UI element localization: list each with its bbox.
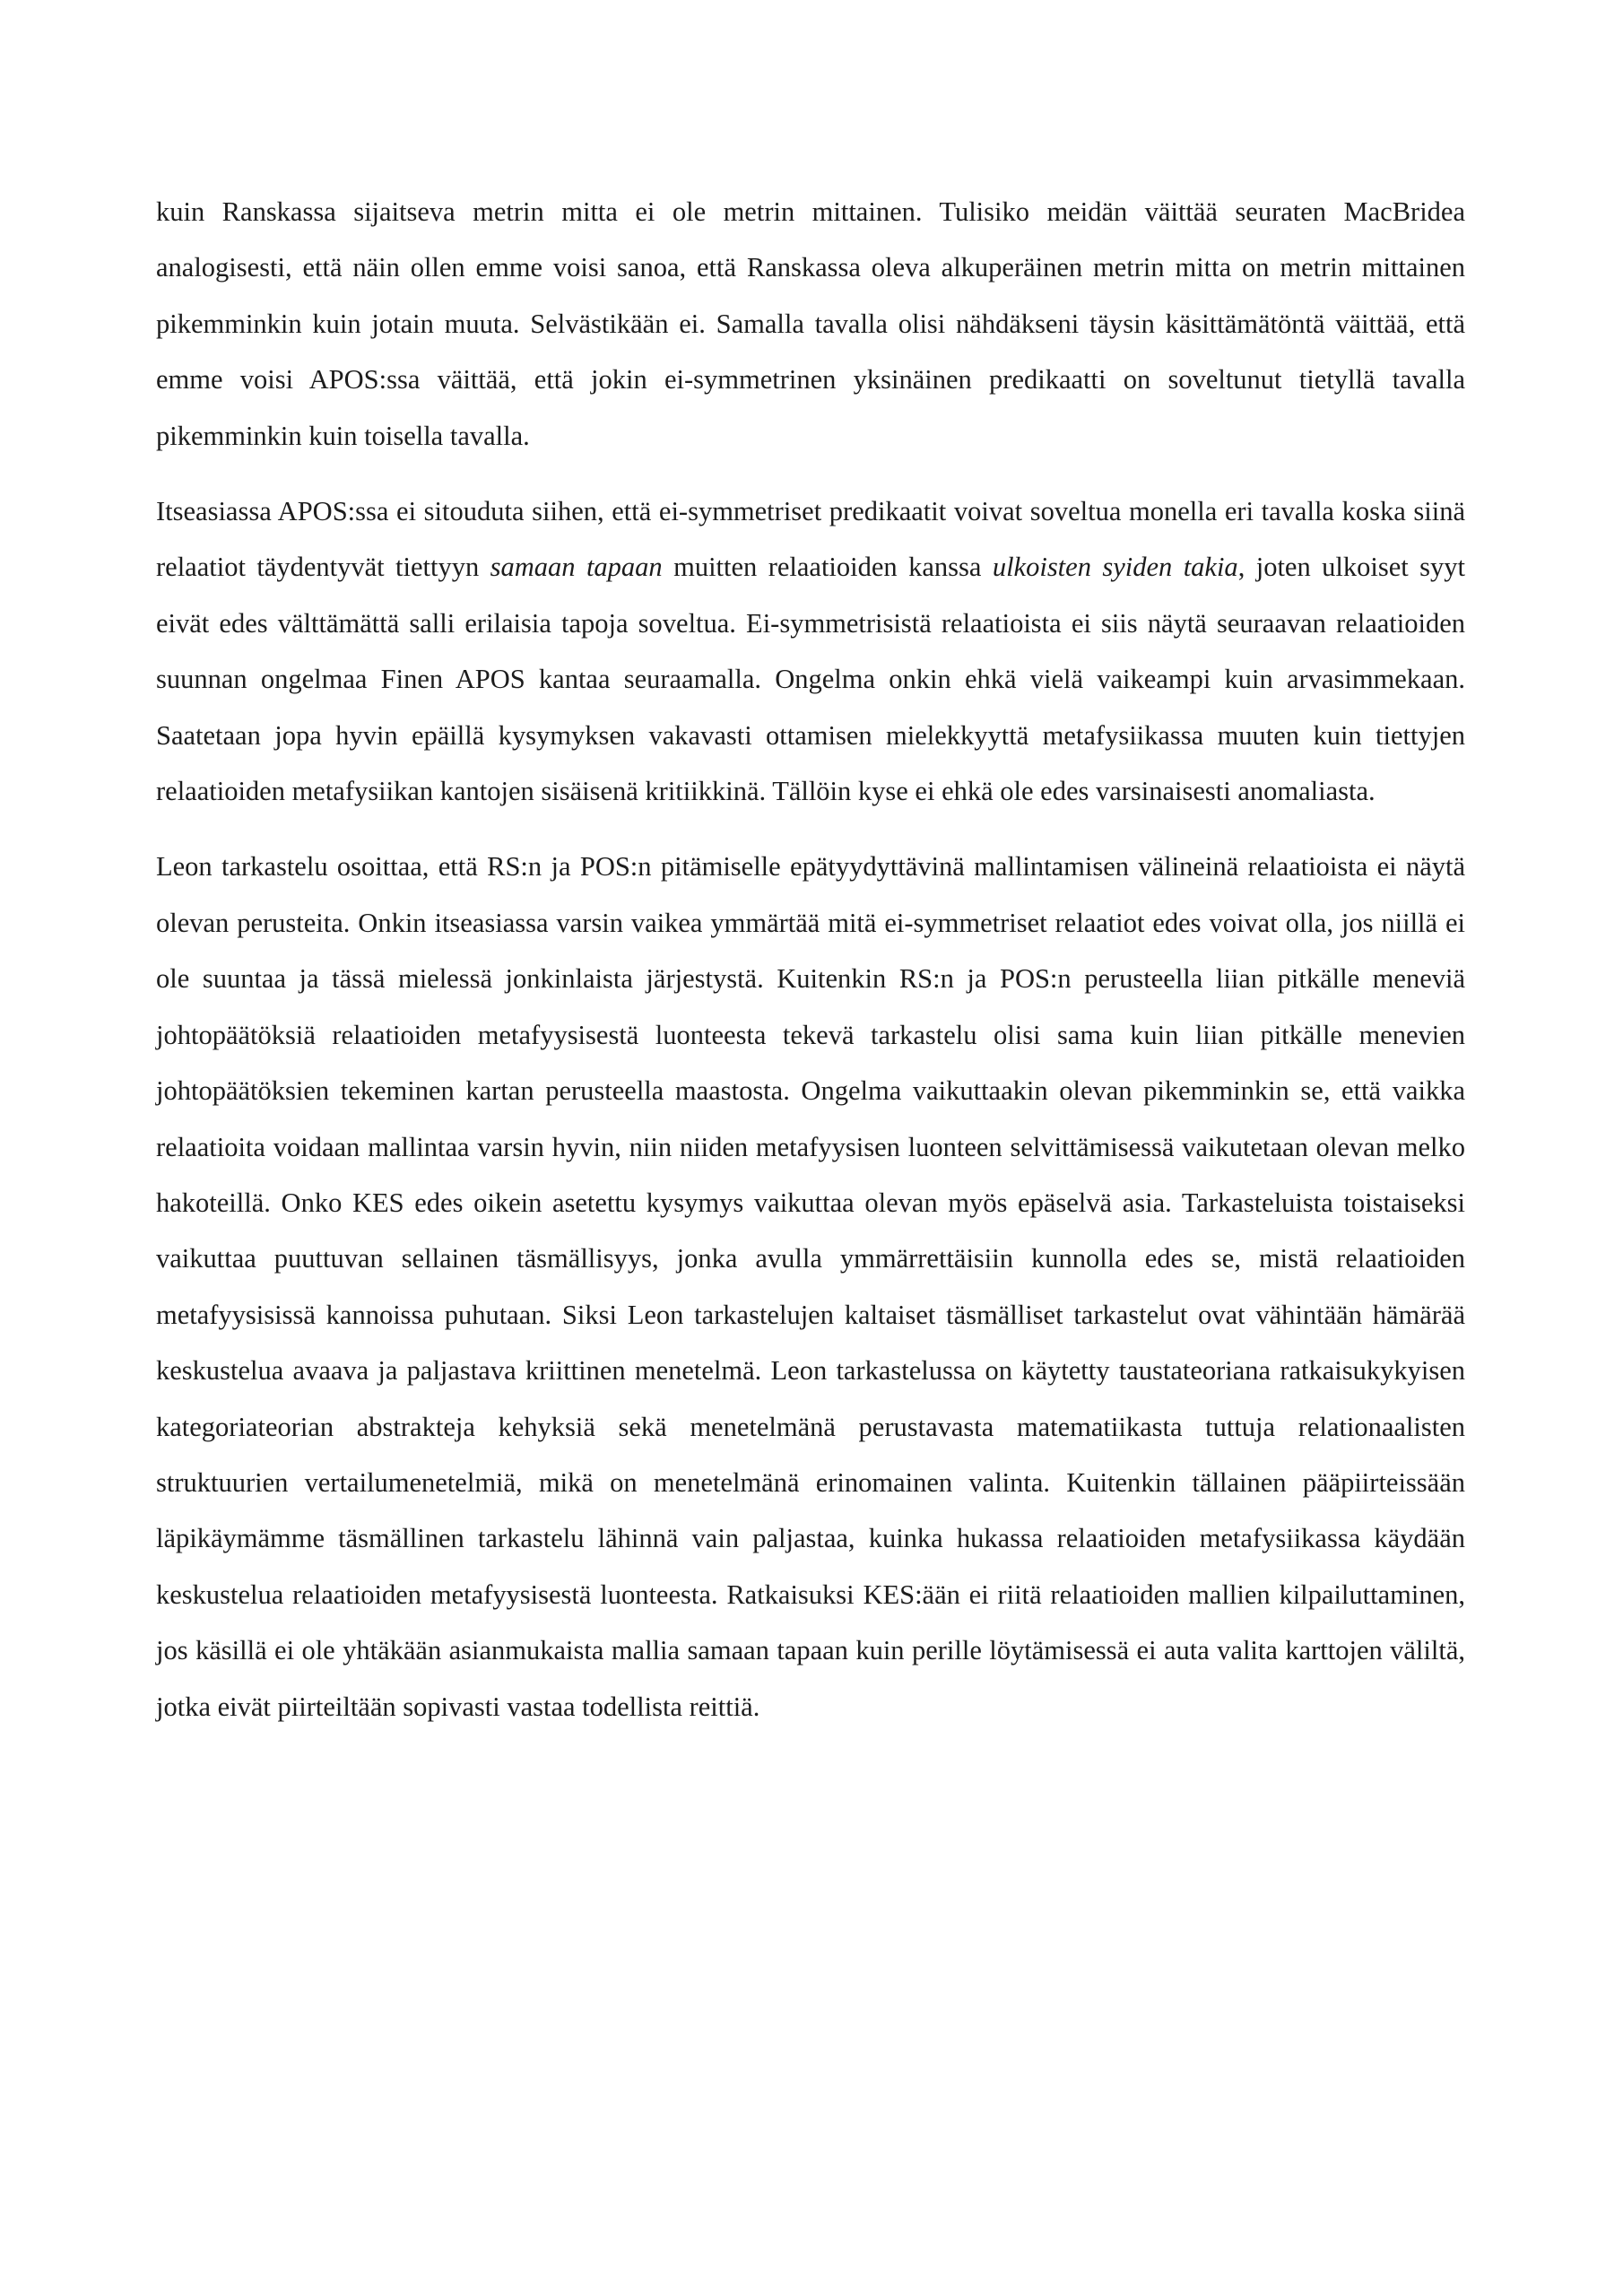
paragraph-3-text: Leon tarkastelu osoittaa, että RS:n ja POS:n pitämiselle epätyydyttävinä mallintamisen välineinä relaatioista ei näytä olevan perusteita. Onkin itseasiassa varsin vaikea ymmärtää mitä ei-symmetriset relaatiot edes voivat olla, jos niillä ei ole suuntaa ja tässä mielessä jonkinlaista järjestystä. Kuitenkin RS:n ja POS:n perusteella liian pitkälle meneviä johtopäätöksiä relaatioiden metafyysisestä luonteesta tekevä tarkastelu olisi sama kuin liian pitkälle menevien johtopäätöksien tekeminen kartan perusteella maastosta. Ongelma vaikuttaakin olevan pikemminkin se, että vaikka relaatioita voidaan mallintaa varsin hyvin, niin niiden metafyysisen luonteen selvittämisessä vaikutetaan olevan melko hakoteillä. Onko KES edes oikein asetettu kysymys vaikuttaa olevan myös epäselvä asia. Tarkasteluista toistaiseksi vaikuttaa puuttuvan sellainen täsmällisyys, jonka avulla ymmärrettäisiin kunnolla edes se, mistä relaatioiden metafyysisissä kannoissa puhutaan. Siksi Leon tarkastelujen kaltaiset täsmälliset tarkastelut ovat vähintään hämärää keskustelua avaava ja paljastava kriittinen menetelmä. Leon tarkastelussa on käytetty taustateoriana ratkaisukykyisen kategoriateorian abstrakteja kehyksiä sekä menetelmänä perustavasta matematiikasta tuttuja relationaalisten struktuurien vertailumenetelmiä, mikä on menetelmänä erinomainen valinta. Kuitenkin tällainen pääpiirteissään läpikäymämme täsmällinen tarkastelu lähinnä vain paljastaa, kuinka hukassa relaatioiden metafysiikassa käydään keskustelua relaatioiden metafyysisestä luonteesta. Ratkaisuksi KES:ään ei riitä relaatioiden mallien kilpailuttaminen, jos käsillä ei ole yhtäkään asianmukaista mallia samaan tapaan kuin perille löytämisessä ei auta valita karttojen väliltä, jotka eivät piirteiltään sopivasti vastaa todellista reittiä.: [156, 851, 1465, 1722]
paragraph-1-text: kuin Ranskassa sijaitseva metrin mitta ei ole metrin mittainen. Tulisiko meidän väittää seuraten MacBridea analogisesti, että näin ollen emme voisi sanoa, että Ranskassa oleva alkuperäinen metrin mitta on metrin mittainen pikemminkin kuin jotain muuta. Selvästikään ei. Samalla tavalla olisi nähdäkseni täysin käsittämätöntä väittää, että emme voisi APOS:ssa väittää, että jokin ei-symmetrinen yksinäinen predikaatti on soveltunut tietyllä tavalla pikemminkin kuin toisella tavalla.: [156, 196, 1465, 451]
body-text: [156, 184, 1465, 1754]
paragraph-2-text-b: muitten relaatioiden kanssa: [662, 552, 993, 583]
emphasis-samaan-tapaan: samaan tapaan: [490, 552, 663, 583]
emphasis-ulkoisten-syiden-takia: ulkoisten syiden takia: [992, 552, 1238, 583]
paragraph-2-text-c: , joten ulkoiset syyt eivät edes välttämättä salli erilaisia tapoja soveltua. Ei-symmetrisistä relaatioista ei siis näytä seuraavan relaatioiden suunnan ongelmaa Finen APOS kantaa seuraamalla. Ongelma onkin ehkä vielä vaikeampi kuin arvasimmekaan. Saatetaan jopa hyvin epäillä kysymyksen vakavasti ottamisen mielekkyyttä metafysiikassa muuten kuin tiettyjen relaatioiden metafysiikan kantojen sisäisenä kritiikkinä. Tällöin kyse ei ehkä ole edes varsinaisesti anomaliasta.: [156, 552, 1465, 807]
paragraph-3: [156, 839, 1465, 1735]
paragraph-2: [156, 483, 1465, 819]
paragraph-2-text-a: Itseasiassa APOS:ssa ei sitouduta siihen, että ei-symmetriset predikaatit voivat soveltua monella eri tavalla koska siinä relaatiot täydentyvät tiettyyn: [156, 496, 1465, 583]
paragraph-1: [156, 184, 1465, 464]
